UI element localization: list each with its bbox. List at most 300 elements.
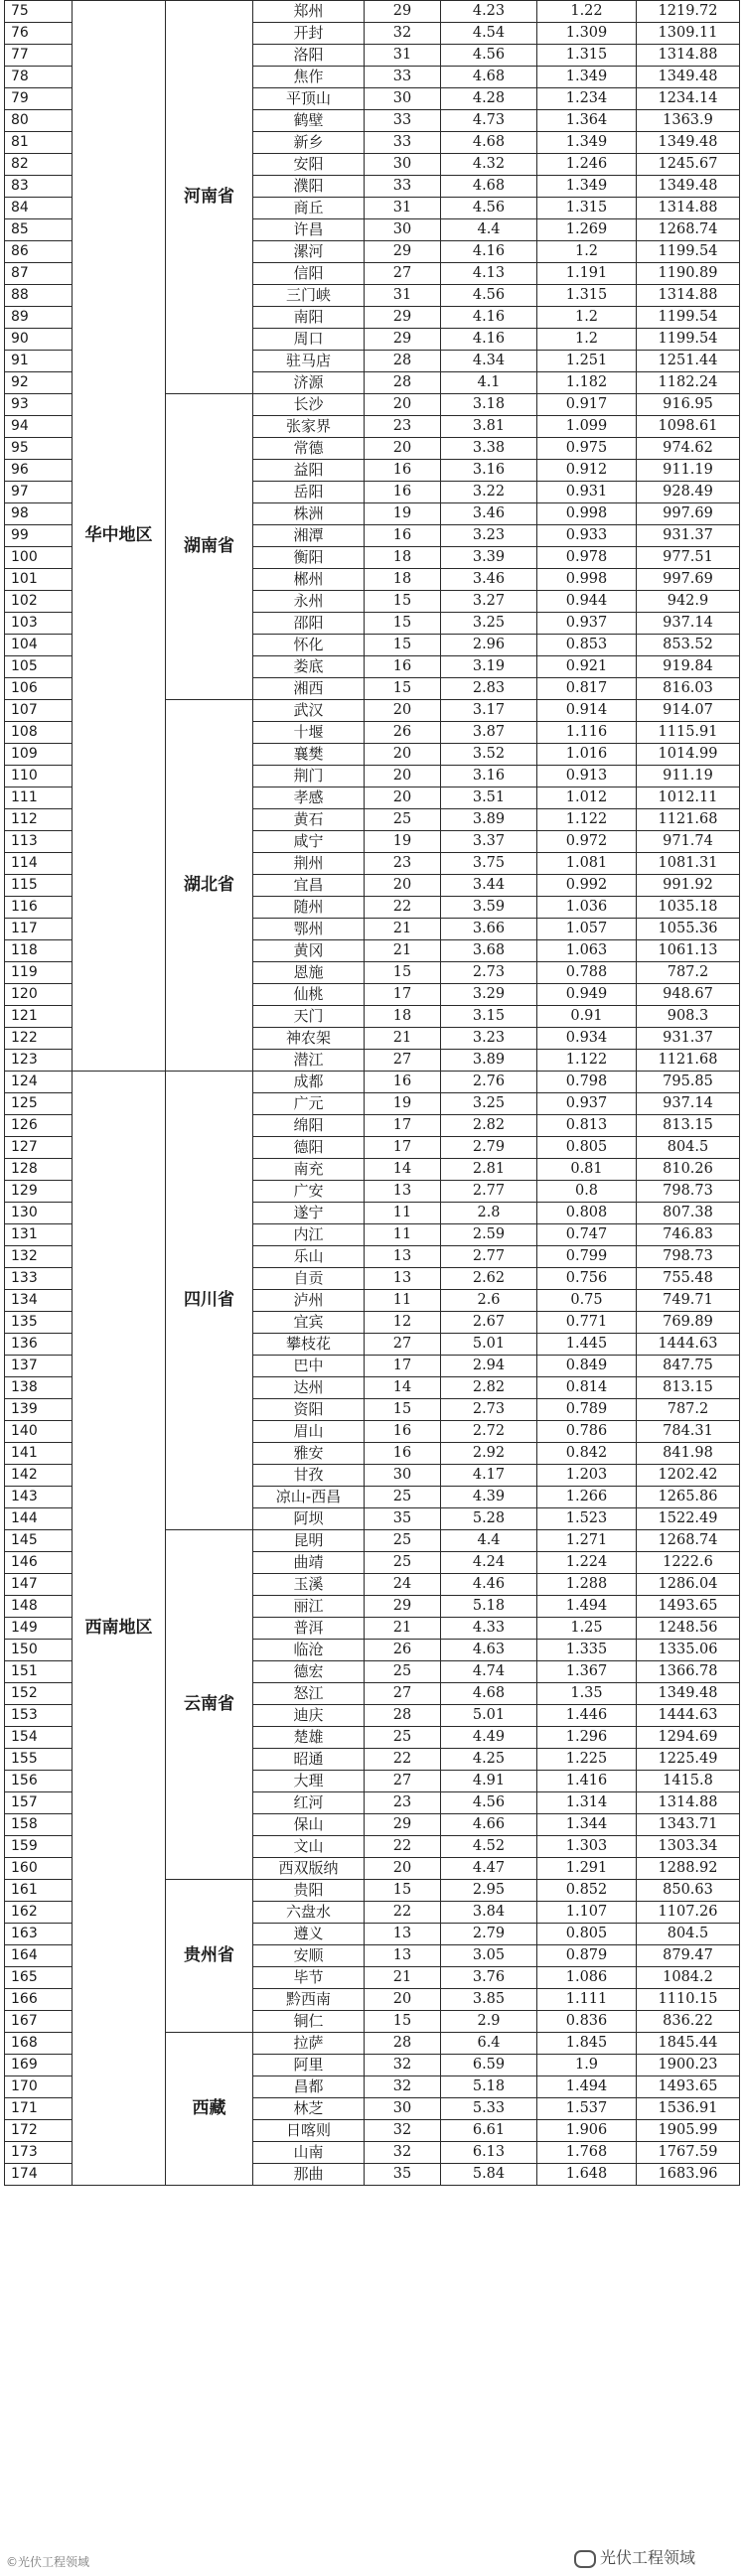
hours-cell: 25 <box>365 1530 441 1552</box>
hours-cell: 18 <box>365 569 441 591</box>
annual-output-cell: 836.22 <box>637 2011 740 2033</box>
row-number: 127 <box>5 1137 73 1159</box>
city-cell: 玉溪 <box>253 1574 365 1596</box>
daily-radiation-cell: 6.13 <box>441 2142 537 2164</box>
city-cell: 曲靖 <box>253 1552 365 1574</box>
daily-radiation-cell: 4.49 <box>441 1727 537 1749</box>
row-number: 131 <box>5 1224 73 1246</box>
daily-radiation-cell: 3.46 <box>441 503 537 525</box>
daily-radiation-cell: 4.16 <box>441 329 537 351</box>
coefficient-cell: 1.537 <box>537 2098 637 2120</box>
daily-radiation-cell: 4.46 <box>441 1574 537 1596</box>
row-number: 112 <box>5 809 73 831</box>
coefficient-cell: 0.944 <box>537 591 637 613</box>
hours-cell: 30 <box>365 154 441 176</box>
annual-output-cell: 931.37 <box>637 525 740 547</box>
daily-radiation-cell: 6.4 <box>441 2033 537 2055</box>
coefficient-cell: 1.116 <box>537 722 637 744</box>
daily-radiation-cell: 3.84 <box>441 1902 537 1924</box>
city-cell: 德阳 <box>253 1137 365 1159</box>
region-cell: 华中地区 <box>73 1 166 1072</box>
daily-radiation-cell: 2.82 <box>441 1115 537 1137</box>
hours-cell: 15 <box>365 678 441 700</box>
row-number: 110 <box>5 766 73 787</box>
row-number: 147 <box>5 1574 73 1596</box>
city-cell: 武汉 <box>253 700 365 722</box>
coefficient-cell: 0.978 <box>537 547 637 569</box>
annual-output-cell: 879.47 <box>637 1945 740 1967</box>
row-number: 103 <box>5 613 73 635</box>
annual-output-cell: 1084.2 <box>637 1967 740 1989</box>
daily-radiation-cell: 4.68 <box>441 176 537 198</box>
coefficient-cell: 1.349 <box>537 67 637 88</box>
coefficient-cell: 1.768 <box>537 2142 637 2164</box>
row-number: 104 <box>5 635 73 656</box>
city-cell: 雅安 <box>253 1443 365 1465</box>
daily-radiation-cell: 4.16 <box>441 241 537 263</box>
annual-output-cell: 746.83 <box>637 1224 740 1246</box>
city-cell: 商丘 <box>253 198 365 219</box>
city-cell: 乐山 <box>253 1246 365 1268</box>
coefficient-cell: 0.912 <box>537 460 637 482</box>
daily-radiation-cell: 3.51 <box>441 787 537 809</box>
city-cell: 日喀则 <box>253 2120 365 2142</box>
hours-cell: 28 <box>365 1705 441 1727</box>
city-cell: 漯河 <box>253 241 365 263</box>
daily-radiation-cell: 3.25 <box>441 1093 537 1115</box>
coefficient-cell: 0.836 <box>537 2011 637 2033</box>
row-number: 108 <box>5 722 73 744</box>
daily-radiation-cell: 5.18 <box>441 1596 537 1618</box>
city-cell: 怒江 <box>253 1683 365 1705</box>
city-cell: 三门峡 <box>253 285 365 307</box>
row-number: 88 <box>5 285 73 307</box>
city-cell: 郴州 <box>253 569 365 591</box>
city-cell: 孝感 <box>253 787 365 809</box>
hours-cell: 35 <box>365 1508 441 1530</box>
hours-cell: 15 <box>365 2011 441 2033</box>
daily-radiation-cell: 2.59 <box>441 1224 537 1246</box>
annual-output-cell: 787.2 <box>637 962 740 984</box>
daily-radiation-cell: 3.15 <box>441 1006 537 1028</box>
row-number: 128 <box>5 1159 73 1181</box>
hours-cell: 20 <box>365 394 441 416</box>
hours-cell: 18 <box>365 547 441 569</box>
coefficient-cell: 1.309 <box>537 23 637 45</box>
daily-radiation-cell: 2.6 <box>441 1290 537 1312</box>
hours-cell: 28 <box>365 2033 441 2055</box>
row-number: 126 <box>5 1115 73 1137</box>
hours-cell: 20 <box>365 875 441 897</box>
daily-radiation-cell: 3.52 <box>441 744 537 766</box>
city-cell: 广安 <box>253 1181 365 1203</box>
coefficient-cell: 1.203 <box>537 1465 637 1487</box>
annual-output-cell: 813.15 <box>637 1377 740 1399</box>
city-cell: 昭通 <box>253 1749 365 1771</box>
province-cell: 四川省 <box>166 1072 253 1530</box>
coefficient-cell: 0.813 <box>537 1115 637 1137</box>
hours-cell: 25 <box>365 1552 441 1574</box>
city-cell: 铜仁 <box>253 2011 365 2033</box>
annual-output-cell: 1265.86 <box>637 1487 740 1508</box>
coefficient-cell: 1.335 <box>537 1640 637 1661</box>
daily-radiation-cell: 4.33 <box>441 1618 537 1640</box>
hours-cell: 21 <box>365 1618 441 1640</box>
row-number: 129 <box>5 1181 73 1203</box>
annual-output-cell: 991.92 <box>637 875 740 897</box>
row-number: 157 <box>5 1792 73 1814</box>
city-cell: 信阳 <box>253 263 365 285</box>
coefficient-cell: 0.931 <box>537 482 637 503</box>
row-number: 79 <box>5 88 73 110</box>
city-cell: 昌都 <box>253 2076 365 2098</box>
daily-radiation-cell: 3.22 <box>441 482 537 503</box>
annual-output-cell: 1234.14 <box>637 88 740 110</box>
hours-cell: 13 <box>365 1945 441 1967</box>
row-number: 145 <box>5 1530 73 1552</box>
coefficient-cell: 1.315 <box>537 198 637 219</box>
row-number: 84 <box>5 198 73 219</box>
hours-cell: 33 <box>365 176 441 198</box>
annual-output-cell: 810.26 <box>637 1159 740 1181</box>
row-number: 149 <box>5 1618 73 1640</box>
city-cell: 荆门 <box>253 766 365 787</box>
daily-radiation-cell: 2.95 <box>441 1880 537 1902</box>
hours-cell: 19 <box>365 1093 441 1115</box>
daily-radiation-cell: 4.73 <box>441 110 537 132</box>
coefficient-cell: 0.937 <box>537 1093 637 1115</box>
annual-output-cell: 853.52 <box>637 635 740 656</box>
city-cell: 鹤壁 <box>253 110 365 132</box>
annual-output-cell: 1314.88 <box>637 198 740 219</box>
coefficient-cell: 1.225 <box>537 1749 637 1771</box>
hours-cell: 16 <box>365 482 441 503</box>
row-number: 81 <box>5 132 73 154</box>
coefficient-cell: 0.798 <box>537 1072 637 1093</box>
row-number: 83 <box>5 176 73 198</box>
hours-cell: 31 <box>365 285 441 307</box>
annual-output-cell: 1055.36 <box>637 919 740 940</box>
hours-cell: 16 <box>365 1421 441 1443</box>
city-cell: 湘潭 <box>253 525 365 547</box>
city-cell: 达州 <box>253 1377 365 1399</box>
city-cell: 洛阳 <box>253 45 365 67</box>
hours-cell: 29 <box>365 329 441 351</box>
hours-cell: 25 <box>365 809 441 831</box>
hours-cell: 20 <box>365 438 441 460</box>
coefficient-cell: 0.805 <box>537 1137 637 1159</box>
hours-cell: 32 <box>365 2076 441 2098</box>
hours-cell: 28 <box>365 351 441 372</box>
daily-radiation-cell: 4.63 <box>441 1640 537 1661</box>
daily-radiation-cell: 3.27 <box>441 591 537 613</box>
city-cell: 神农架 <box>253 1028 365 1050</box>
hours-cell: 16 <box>365 460 441 482</box>
daily-radiation-cell: 4.23 <box>441 1 537 23</box>
row-number: 75 <box>5 1 73 23</box>
hours-cell: 27 <box>365 1771 441 1792</box>
daily-radiation-cell: 2.72 <box>441 1421 537 1443</box>
hours-cell: 31 <box>365 45 441 67</box>
hours-cell: 15 <box>365 613 441 635</box>
city-cell: 贵阳 <box>253 1880 365 1902</box>
city-cell: 甘孜 <box>253 1465 365 1487</box>
daily-radiation-cell: 4.56 <box>441 45 537 67</box>
city-cell: 绵阳 <box>253 1115 365 1137</box>
daily-radiation-cell: 4.4 <box>441 1530 537 1552</box>
row-number: 139 <box>5 1399 73 1421</box>
coefficient-cell: 1.246 <box>537 154 637 176</box>
daily-radiation-cell: 4.56 <box>441 285 537 307</box>
annual-output-cell: 816.03 <box>637 678 740 700</box>
hours-cell: 21 <box>365 919 441 940</box>
hours-cell: 30 <box>365 88 441 110</box>
daily-radiation-cell: 2.76 <box>441 1072 537 1093</box>
annual-output-cell: 1900.23 <box>637 2055 740 2076</box>
row-number: 98 <box>5 503 73 525</box>
daily-radiation-cell: 3.37 <box>441 831 537 853</box>
city-cell: 荆州 <box>253 853 365 875</box>
annual-output-cell: 1349.48 <box>637 1683 740 1705</box>
row-number: 105 <box>5 656 73 678</box>
hours-cell: 11 <box>365 1290 441 1312</box>
coefficient-cell: 1.845 <box>537 2033 637 2055</box>
province-cell: 河南省 <box>166 1 253 394</box>
coefficient-cell: 0.805 <box>537 1924 637 1945</box>
solar-data-table <box>4 0 740 2186</box>
annual-output-cell: 931.37 <box>637 1028 740 1050</box>
annual-output-cell: 1245.67 <box>637 154 740 176</box>
daily-radiation-cell: 3.68 <box>441 940 537 962</box>
coefficient-cell: 0.853 <box>537 635 637 656</box>
city-cell: 普洱 <box>253 1618 365 1640</box>
daily-radiation-cell: 6.61 <box>441 2120 537 2142</box>
coefficient-cell: 1.494 <box>537 2076 637 2098</box>
city-cell: 十堰 <box>253 722 365 744</box>
coefficient-cell: 1.099 <box>537 416 637 438</box>
city-cell: 毕节 <box>253 1967 365 1989</box>
city-cell: 拉萨 <box>253 2033 365 2055</box>
watermark-small: ©光伏工程领域 <box>6 2555 90 2569</box>
city-cell: 大理 <box>253 1771 365 1792</box>
hours-cell: 21 <box>365 1967 441 1989</box>
city-cell: 德宏 <box>253 1661 365 1683</box>
coefficient-cell: 1.296 <box>537 1727 637 1749</box>
city-cell: 平顶山 <box>253 88 365 110</box>
hours-cell: 18 <box>365 1006 441 1028</box>
city-cell: 新乡 <box>253 132 365 154</box>
annual-output-cell: 942.9 <box>637 591 740 613</box>
annual-output-cell: 1349.48 <box>637 132 740 154</box>
row-number: 163 <box>5 1924 73 1945</box>
row-number: 96 <box>5 460 73 482</box>
coefficient-cell: 0.786 <box>537 1421 637 1443</box>
hours-cell: 13 <box>365 1924 441 1945</box>
city-cell: 昆明 <box>253 1530 365 1552</box>
annual-output-cell: 928.49 <box>637 482 740 503</box>
hours-cell: 22 <box>365 1836 441 1858</box>
hours-cell: 23 <box>365 416 441 438</box>
city-cell: 天门 <box>253 1006 365 1028</box>
annual-output-cell: 1314.88 <box>637 285 740 307</box>
coefficient-cell: 0.975 <box>537 438 637 460</box>
coefficient-cell: 1.234 <box>537 88 637 110</box>
watermark-text: 光伏工程领域 <box>599 2548 695 2567</box>
row-number: 116 <box>5 897 73 919</box>
annual-output-cell: 916.95 <box>637 394 740 416</box>
annual-output-cell: 769.89 <box>637 1312 740 1334</box>
city-cell: 那曲 <box>253 2164 365 2186</box>
city-cell: 焦作 <box>253 67 365 88</box>
coefficient-cell: 0.842 <box>537 1443 637 1465</box>
coefficient-cell: 0.81 <box>537 1159 637 1181</box>
hours-cell: 29 <box>365 1 441 23</box>
coefficient-cell: 1.016 <box>537 744 637 766</box>
row-number: 93 <box>5 394 73 416</box>
daily-radiation-cell: 3.75 <box>441 853 537 875</box>
city-cell: 恩施 <box>253 962 365 984</box>
city-cell: 长沙 <box>253 394 365 416</box>
daily-radiation-cell: 3.23 <box>441 525 537 547</box>
coefficient-cell: 1.122 <box>537 809 637 831</box>
daily-radiation-cell: 2.8 <box>441 1203 537 1224</box>
coefficient-cell: 1.086 <box>537 1967 637 1989</box>
hours-cell: 20 <box>365 744 441 766</box>
city-cell: 仙桃 <box>253 984 365 1006</box>
daily-radiation-cell: 2.79 <box>441 1924 537 1945</box>
annual-output-cell: 755.48 <box>637 1268 740 1290</box>
hours-cell: 22 <box>365 1902 441 1924</box>
daily-radiation-cell: 4.66 <box>441 1814 537 1836</box>
annual-output-cell: 1110.15 <box>637 1989 740 2011</box>
hours-cell: 27 <box>365 263 441 285</box>
city-cell: 文山 <box>253 1836 365 1858</box>
row-number: 97 <box>5 482 73 503</box>
hours-cell: 16 <box>365 1072 441 1093</box>
row-number: 171 <box>5 2098 73 2120</box>
annual-output-cell: 1536.91 <box>637 2098 740 2120</box>
hours-cell: 32 <box>365 2142 441 2164</box>
daily-radiation-cell: 4.1 <box>441 372 537 394</box>
hours-cell: 17 <box>365 1356 441 1377</box>
city-cell: 张家界 <box>253 416 365 438</box>
row-number: 156 <box>5 1771 73 1792</box>
city-cell: 邵阳 <box>253 613 365 635</box>
annual-output-cell: 937.14 <box>637 613 740 635</box>
daily-radiation-cell: 4.28 <box>441 88 537 110</box>
coefficient-cell: 0.756 <box>537 1268 637 1290</box>
hours-cell: 29 <box>365 1596 441 1618</box>
hours-cell: 19 <box>365 503 441 525</box>
annual-output-cell: 1098.61 <box>637 416 740 438</box>
annual-output-cell: 749.71 <box>637 1290 740 1312</box>
city-cell: 岳阳 <box>253 482 365 503</box>
daily-radiation-cell: 2.73 <box>441 962 537 984</box>
annual-output-cell: 841.98 <box>637 1443 740 1465</box>
hours-cell: 33 <box>365 110 441 132</box>
province-cell: 云南省 <box>166 1530 253 1880</box>
row-number: 142 <box>5 1465 73 1487</box>
city-cell: 凉山-西昌 <box>253 1487 365 1508</box>
hours-cell: 14 <box>365 1159 441 1181</box>
city-cell: 眉山 <box>253 1421 365 1443</box>
coefficient-cell: 1.063 <box>537 940 637 962</box>
coefficient-cell: 1.446 <box>537 1705 637 1727</box>
city-cell: 遂宁 <box>253 1203 365 1224</box>
coefficient-cell: 0.849 <box>537 1356 637 1377</box>
daily-radiation-cell: 4.52 <box>441 1836 537 1858</box>
city-cell: 红河 <box>253 1792 365 1814</box>
daily-radiation-cell: 3.59 <box>441 897 537 919</box>
annual-output-cell: 911.19 <box>637 460 740 482</box>
row-number: 102 <box>5 591 73 613</box>
city-cell: 安阳 <box>253 154 365 176</box>
annual-output-cell: 1294.69 <box>637 1727 740 1749</box>
daily-radiation-cell: 4.68 <box>441 1683 537 1705</box>
coefficient-cell: 0.814 <box>537 1377 637 1399</box>
row-number: 95 <box>5 438 73 460</box>
hours-cell: 15 <box>365 962 441 984</box>
annual-output-cell: 850.63 <box>637 1880 740 1902</box>
row-number: 94 <box>5 416 73 438</box>
annual-output-cell: 1012.11 <box>637 787 740 809</box>
hours-cell: 29 <box>365 241 441 263</box>
daily-radiation-cell: 3.44 <box>441 875 537 897</box>
row-number: 113 <box>5 831 73 853</box>
daily-radiation-cell: 4.68 <box>441 67 537 88</box>
annual-output-cell: 1081.31 <box>637 853 740 875</box>
row-number: 155 <box>5 1749 73 1771</box>
coefficient-cell: 0.998 <box>537 569 637 591</box>
hours-cell: 17 <box>365 1115 441 1137</box>
coefficient-cell: 1.315 <box>537 285 637 307</box>
annual-output-cell: 1115.91 <box>637 722 740 744</box>
daily-radiation-cell: 3.89 <box>441 1050 537 1072</box>
row-number: 136 <box>5 1334 73 1356</box>
coefficient-cell: 0.934 <box>537 1028 637 1050</box>
row-number: 90 <box>5 329 73 351</box>
daily-radiation-cell: 4.16 <box>441 307 537 329</box>
city-cell: 南充 <box>253 1159 365 1181</box>
daily-radiation-cell: 2.67 <box>441 1312 537 1334</box>
row-number: 166 <box>5 1989 73 2011</box>
annual-output-cell: 997.69 <box>637 569 740 591</box>
row-number: 82 <box>5 154 73 176</box>
annual-output-cell: 1493.65 <box>637 2076 740 2098</box>
row-number: 164 <box>5 1945 73 1967</box>
annual-output-cell: 1444.63 <box>637 1705 740 1727</box>
coefficient-cell: 1.9 <box>537 2055 637 2076</box>
annual-output-cell: 1219.72 <box>637 1 740 23</box>
hours-cell: 27 <box>365 1683 441 1705</box>
daily-radiation-cell: 3.76 <box>441 1967 537 1989</box>
province-cell: 湖南省 <box>166 394 253 700</box>
daily-radiation-cell: 3.05 <box>441 1945 537 1967</box>
daily-radiation-cell: 5.01 <box>441 1705 537 1727</box>
city-cell: 山南 <box>253 2142 365 2164</box>
hours-cell: 25 <box>365 1661 441 1683</box>
hours-cell: 33 <box>365 67 441 88</box>
coefficient-cell: 1.906 <box>537 2120 637 2142</box>
row-number: 169 <box>5 2055 73 2076</box>
hours-cell: 24 <box>365 1574 441 1596</box>
annual-output-cell: 1121.68 <box>637 1050 740 1072</box>
city-cell: 成都 <box>253 1072 365 1093</box>
annual-output-cell: 1845.44 <box>637 2033 740 2055</box>
coefficient-cell: 0.921 <box>537 656 637 678</box>
coefficient-cell: 1.107 <box>537 1902 637 1924</box>
coefficient-cell: 0.75 <box>537 1290 637 1312</box>
